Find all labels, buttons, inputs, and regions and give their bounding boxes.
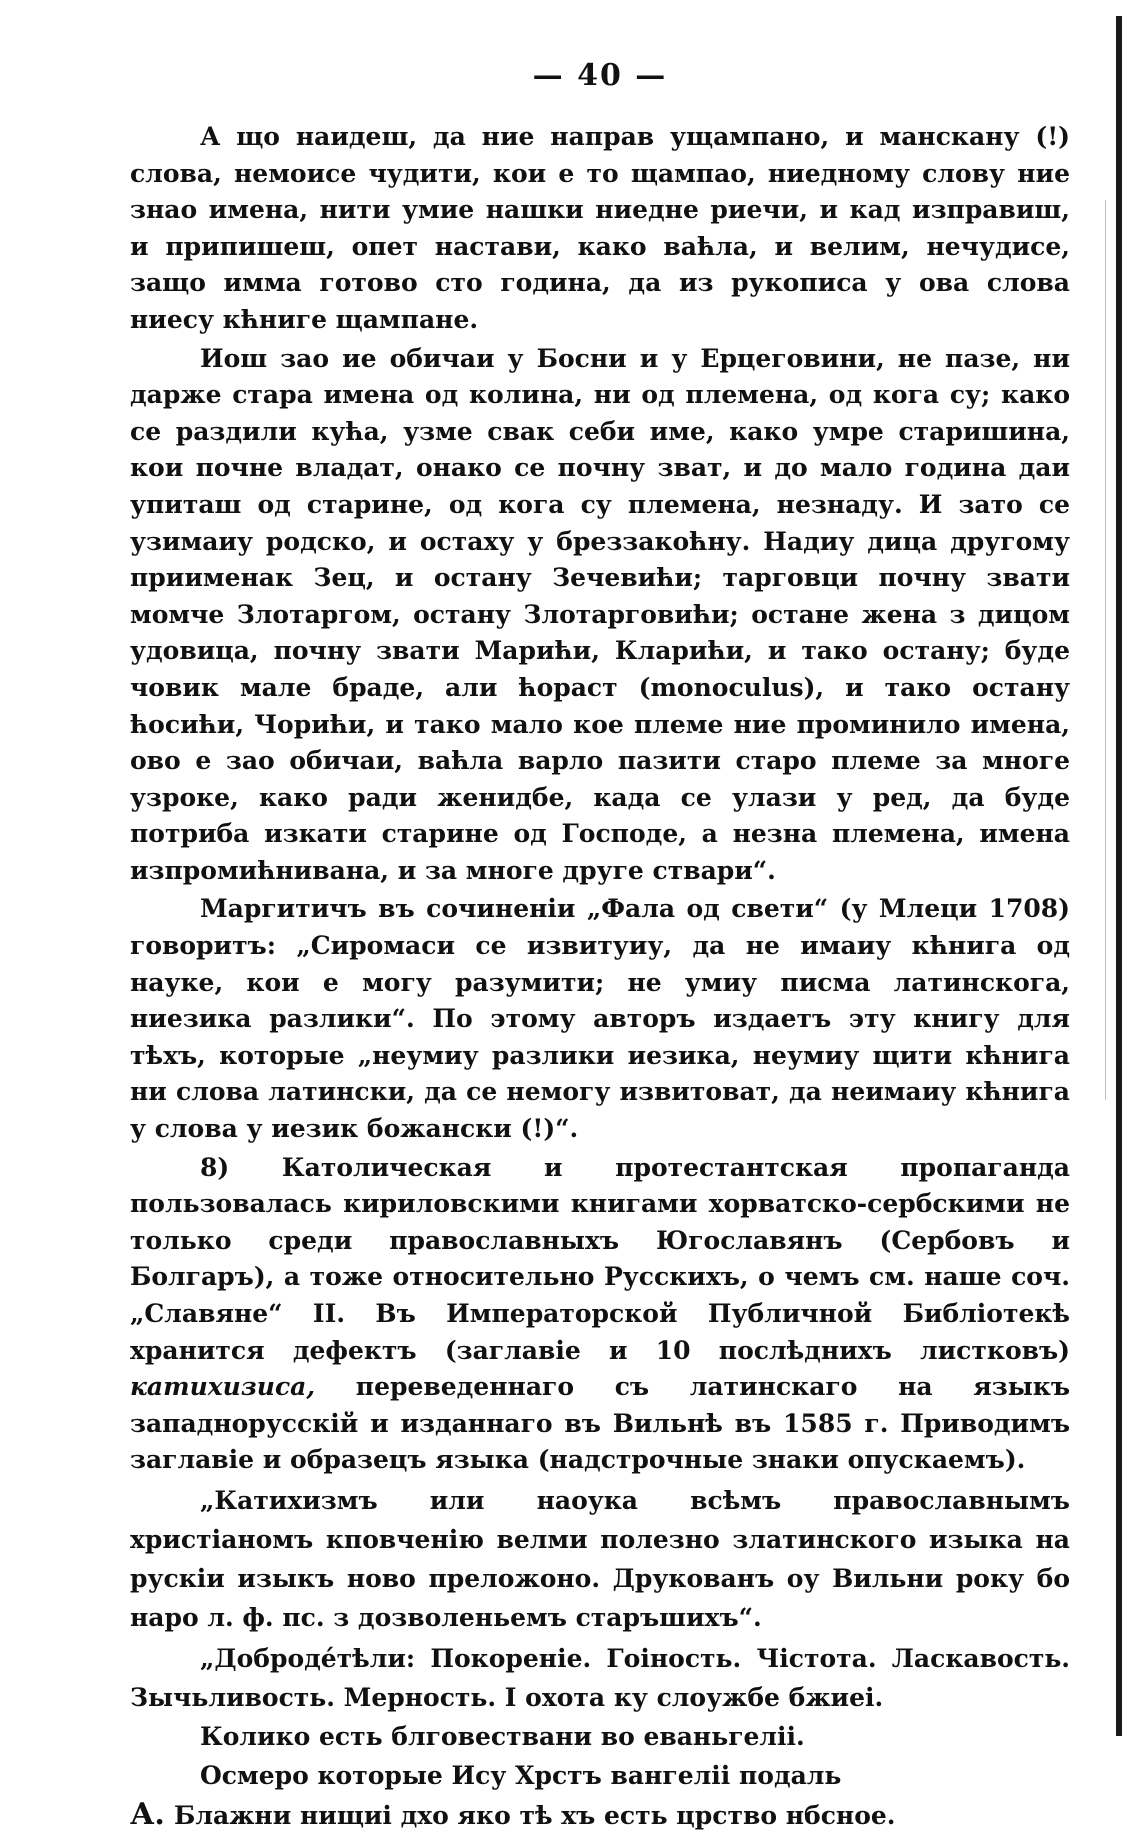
page-number: — 40 — (532, 58, 668, 93)
quote-catechism-title: „Катихизмъ или наоука всѣмъ православнымъ христіаномъ кповченію велми полезно златинского изыка на рускіи изыкъ ново преложоно. Друкованъ оу Вильни року бо нарo л. ф. пс. з дозволеньемъ старъшихъ“. (130, 1485, 1070, 1632)
quote-virtues: „Доброде́тѣли: Покореніе. Гоіность. Чістота. Ласкавость. Зычьливость. Мерность. І охота ку слоужбе бжиеі. (130, 1643, 1070, 1712)
document-page (130, 58, 1070, 1835)
paragraph-1: А що наидеш, да ние направ ущампано, и манскану (!) слова, немоисе чудити, кои е то щампао, ниедному слову ние знао имена, нити умие нашки ниедне риечи, и кад изправиш, и припишеш, опет настави, како ваћла, и велим, нечудисе, защо имма готово сто година, да из рукописа у ова слова ниесу кћниге щампане. (130, 122, 1070, 334)
quote-line-gospels: Колико есть блговествани во еваньгеліі. (200, 1721, 805, 1751)
paragraph-2: Иош зао ие обичаи у Босни и у Ерцеговини, не пазе, ни дарже стара имена од колина, ни од племена, од кога су; како се раздили кућа, узме свак себи име, како умре старишина, кои почне владат, онако се почну зват, и до мало година даи упиташ од старине, од кога су племена, незнаду. И зато се узимаиу родско, и остаху у бреззакоћну. Надиу дица другому приименак Зец, и остану Зечевићи; тарговци почну звати момче Злотаргом, остану Злотарговићи; остане жена з дицом удовица, почну звати Марићи, Кларићи, и тако остану; буде човик мале браде, али ћораст (monoculus), и тако остану ћосићи, Чорићи, и тако мало кое племе ние проминило имена, ово е зао обичаи, ваћла варло пазити старо племе за многе узроке, како ради женидбе, када се улази у ред, да буде потриба изкати старине од Господе, а незна племена, имена изпромићнивана, и за многе друге ствари“. (130, 343, 1070, 885)
quote-initial-letter: А. (130, 1796, 165, 1832)
paragraph-8-text-end: переведеннаго съ латинскаго на языкъ западнорусскій и изданнаго въ Вильнѣ въ 1585 г. Приводимъ заглавіе и образецъ языка (надстрочные знаки опускаемъ). (130, 1372, 1070, 1475)
paragraph-8-italic: катихизиса, (130, 1372, 316, 1402)
old-slavonic-quotation (130, 1481, 1070, 1835)
page-edge-thin-rule (1105, 200, 1106, 1100)
quote-line-eight: Осмеро которые Ису Хрстъ вангеліі подаль (200, 1760, 842, 1790)
paragraph-8 (130, 1150, 1070, 1479)
paragraph-3: Маргитичъ въ сочиненіи „Фала од свети“ (у Млеци 1708) говоритъ: „Сиромаси се извитуиу, да не имаиу кћнига од науке, кои е могу разумити; не умиу писма латинскога, ниезика разлики“. По этому авторъ издаетъ эту книгу для тѣхъ, которые „неумиу разлики иезика, неумиу щити кћнига ни слова латински, да се немогу извитоват, да неимаиу кћнига у слова у иезик божански (!)“. (130, 894, 1070, 1144)
paragraph-8-text-start: 8) Католическая и протестантская пропаганда пользовалась кириловскими книгами хорватско-сербскими не только среди православныхъ Югославянъ (Сербовъ и Болгаръ), а тоже относительно Русскихъ, о чемъ см. наше соч. „Славяне“ II. Въ Императорской Публичной Библіотекѣ хранится дефектъ (заглавіе и 10 послѣднихъ листковъ) (130, 1152, 1070, 1365)
quote-beatitude-text: Блажни нищиі дхо яко тѣ хъ есть црство нбсное. (174, 1800, 896, 1830)
page-edge-rule (1116, 16, 1122, 1736)
quote-line-beatitude (130, 1795, 1070, 1835)
